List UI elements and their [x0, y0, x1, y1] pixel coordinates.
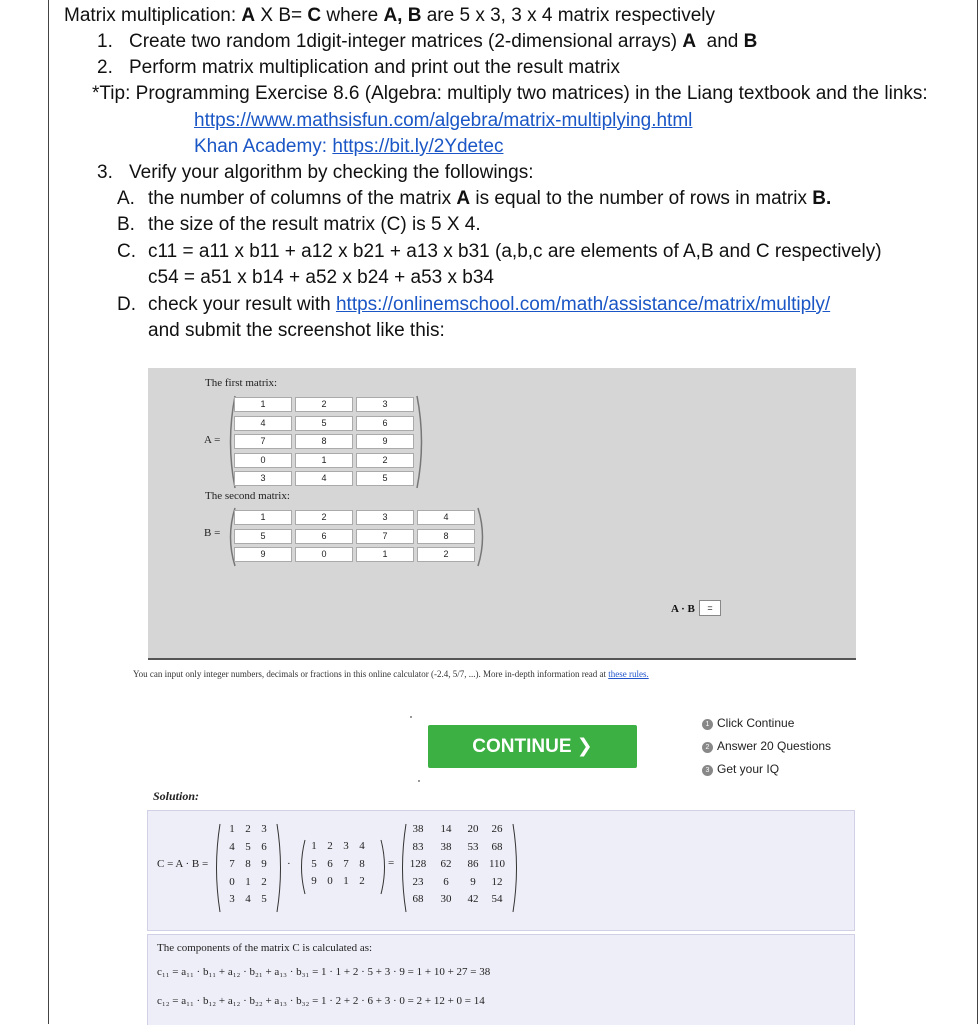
heading-prefix: Matrix multiplication: — [64, 5, 242, 26]
matrix-b-cell-input[interactable]: 7 — [356, 529, 414, 544]
step-1-b: B — [743, 31, 758, 52]
solution-b-value: 4 — [359, 840, 365, 852]
solution-label: Solution: — [153, 789, 200, 803]
matrix-a-cell-input[interactable]: 3 — [234, 471, 292, 486]
check-d-letter: D. — [117, 294, 136, 315]
matrix-a-cell-input[interactable]: 2 — [356, 453, 414, 468]
check-a — [148, 187, 831, 211]
calculator-divider — [148, 658, 856, 660]
solution-c-value: 110 — [488, 858, 506, 870]
heading-ab: A, B — [383, 5, 422, 26]
solution-c-value: 23 — [412, 875, 424, 888]
matrix-b-right-paren — [476, 506, 488, 568]
solution-c-value: 128 — [409, 858, 427, 870]
tip-text: *Tip: Programming Exercise 8.6 (Algebra: multiply two matrices) in the Liang textbook and the links: — [92, 83, 928, 104]
c12-formula: c₁₂ = a₁₁ · b₁₂ + a₁₂ · b₂₂ + a₁₃ · b₃₂ = 1 · 2 + 2 · 6 + 3 · 0 = 2 + 12 + 0 = 14 — [157, 995, 485, 1007]
matrix-b-cell-input[interactable]: 2 — [295, 510, 353, 525]
matrix-a-cell-input[interactable]: 1 — [234, 397, 292, 412]
page-border-right — [977, 0, 978, 1024]
solution-b-value: 5 — [311, 857, 317, 870]
matrix-b-cell-input[interactable]: 6 — [295, 529, 353, 544]
matrix-b-cell-input[interactable]: 2 — [417, 547, 475, 562]
check-b-text: the size of the result matrix (C) is 5 X 4. — [148, 214, 481, 235]
check-d — [148, 293, 830, 317]
matrix-b-cell-input[interactable]: 0 — [295, 547, 353, 562]
matrix-a-cell-input[interactable]: 5 — [295, 416, 353, 431]
solution-c-value: 54 — [491, 893, 503, 905]
ad-step-1 — [702, 716, 794, 730]
ad-step-text: Get your IQ — [717, 762, 780, 776]
check-b-letter: B. — [117, 214, 135, 235]
sol-c-right-paren — [511, 822, 521, 914]
solution-dot: · — [287, 858, 291, 870]
solution-b-value: 2 — [327, 840, 333, 852]
khan-academy-link[interactable]: https://bit.ly/2Ydetec — [332, 136, 504, 157]
solution-lhs: C = A · B = — [157, 858, 209, 870]
check-d-text-2: and submit the screenshot like this: — [148, 320, 445, 341]
components-text: The components of the matrix C is calculated as: — [157, 942, 373, 954]
check-c-text-1: c11 = a11 x b11 + a12 x b21 + a13 x b31 (a,b,c are elements of A,B and C respectively) — [148, 241, 882, 262]
khan-academy-label: Khan Academy: — [194, 136, 333, 157]
matrix-a-cell-input[interactable]: 4 — [234, 416, 292, 431]
solution-a-value: 5 — [245, 840, 251, 853]
mathsisfun-link[interactable]: https://www.mathsisfun.com/algebra/matrix-multiplying.html — [194, 110, 693, 131]
continue-button[interactable]: CONTINUE ❯ — [428, 725, 637, 768]
solution-b-value: 1 — [343, 875, 349, 887]
solution-a-value: 1 — [229, 823, 235, 835]
step-1-num: 1. — [97, 31, 113, 52]
khan-academy-line — [194, 135, 503, 159]
solution-c-value: 14 — [440, 823, 452, 835]
step-1-and: and — [696, 31, 744, 52]
ad-step-text: Click Continue — [717, 716, 795, 730]
ab-product-label: A · B — [671, 603, 695, 615]
check-c-text-2: c54 = a51 x b14 + a52 x b24 + a53 x b34 — [148, 267, 494, 288]
solution-c-value: 12 — [491, 875, 503, 888]
check-a-bold-b: B. — [812, 188, 832, 209]
solution-c-value: 20 — [467, 823, 479, 835]
page-border-left — [48, 0, 49, 1024]
ad-step-number: 1 — [702, 719, 713, 730]
solution-c-value: 53 — [467, 840, 479, 853]
check-a-pre: the number of columns of the matrix — [148, 188, 457, 209]
solution-a-value: 7 — [229, 858, 235, 870]
step-2-num: 2. — [97, 57, 113, 78]
solution-a-value: 4 — [245, 893, 251, 905]
solution-b-value: 8 — [359, 857, 365, 870]
first-matrix-label: The first matrix: — [205, 377, 278, 389]
matrix-b-cell-input[interactable]: 1 — [356, 547, 414, 562]
ad-dot — [418, 780, 420, 782]
matrix-b-cell-input[interactable]: 4 — [417, 510, 475, 525]
step-1-text: Create two random 1digit-integer matrices (2-dimensional arrays) — [129, 31, 683, 52]
solution-a-value: 4 — [229, 840, 235, 853]
solution-b-value: 2 — [359, 875, 365, 887]
matrix-a-right-paren — [415, 394, 427, 490]
matrix-a-cell-input[interactable]: 6 — [356, 416, 414, 431]
solution-a-value: 0 — [229, 875, 235, 888]
assignment-heading — [64, 4, 715, 28]
solution-a-value: 8 — [245, 858, 251, 870]
check-a-mid: is equal to the number of rows in matrix — [470, 188, 813, 209]
matrix-a-cell-input[interactable]: 4 — [295, 471, 353, 486]
solution-c-value: 68 — [412, 893, 424, 905]
solution-a-value: 1 — [245, 875, 251, 888]
check-d-pre: check your result with — [148, 294, 336, 315]
matrix-a-cell-input[interactable]: 9 — [356, 434, 414, 449]
matrix-b-cell-input[interactable]: 5 — [234, 529, 292, 544]
heading-mid: X B= — [255, 5, 308, 26]
solution-a-value: 2 — [245, 823, 251, 835]
check-a-bold-a: A — [456, 188, 471, 209]
solution-b-value: 0 — [327, 875, 333, 887]
step-2-text: Perform matrix multiplication and print out the result matrix — [129, 57, 621, 78]
solution-c-value: 62 — [440, 858, 452, 870]
matrix-a-cell-input[interactable]: 2 — [295, 397, 353, 412]
solution-b-value: 7 — [343, 857, 349, 870]
solution-a-value: 5 — [261, 893, 267, 905]
second-matrix-label: The second matrix: — [205, 490, 290, 502]
matrix-a-cell-input[interactable]: 8 — [295, 434, 353, 449]
matrix-b-cell-input[interactable]: 9 — [234, 547, 292, 562]
input-note-text: You can input only integer numbers, decimals or fractions in this online calculator (-2.4, 5/7, ...). More in-depth information read at — [133, 669, 609, 679]
solution-a-value: 6 — [261, 840, 267, 853]
matrix-a-cell-input[interactable]: 7 — [234, 434, 292, 449]
matrix-a-cell-input[interactable]: 3 — [356, 397, 414, 412]
matrix-b-cell-input[interactable]: 3 — [356, 510, 414, 525]
solution-a-value: 2 — [261, 875, 267, 888]
solution-c-value: 38 — [440, 840, 452, 853]
solution-a-value: 3 — [229, 893, 235, 905]
solution-equals: = — [388, 857, 395, 869]
ad-dot — [410, 716, 412, 718]
rules-link[interactable]: these rules. — [608, 669, 649, 679]
calculate-button[interactable]: = — [699, 600, 721, 616]
solution-c-value: 42 — [467, 893, 479, 905]
solution-c-value: 83 — [412, 840, 424, 853]
onlinemschool-link[interactable]: https://onlinemschool.com/math/assistance/matrix/multiply/ — [335, 294, 831, 315]
c11-formula: c₁₁ = a₁₁ · b₁₁ + a₁₂ · b₂₁ + a₁₃ · b₃₁ = 1 · 1 + 2 · 5 + 3 · 9 = 1 + 10 + 27 = 38 — [157, 966, 491, 978]
ad-step-number: 3 — [702, 765, 713, 776]
solution-c-value: 30 — [440, 893, 452, 905]
heading-a: A — [241, 5, 256, 26]
solution-b-value: 3 — [343, 840, 349, 852]
step-3-num: 3. — [97, 162, 113, 183]
solution-a-value: 3 — [261, 823, 267, 835]
matrix-b-cell-input[interactable]: 8 — [417, 529, 475, 544]
step-3-text: Verify your algorithm by checking the followings: — [129, 162, 534, 183]
solution-c-value: 9 — [470, 875, 476, 888]
solution-b-value: 6 — [327, 857, 333, 870]
matrix-a-var: A = — [204, 434, 221, 446]
solution-c-value: 38 — [412, 823, 424, 835]
heading-c: C — [307, 5, 322, 26]
ad-step-text: Answer 20 Questions — [717, 739, 832, 753]
heading-suffix: are 5 x 3, 3 x 4 matrix respectively — [421, 5, 716, 26]
ad-step-3 — [702, 762, 779, 776]
matrix-b-cell-input[interactable]: 1 — [234, 510, 292, 525]
solution-c-value: 86 — [467, 858, 479, 870]
check-a-letter: A. — [117, 188, 135, 209]
solution-a-value: 9 — [261, 858, 267, 870]
solution-c-value: 6 — [443, 875, 449, 888]
ad-step-2 — [702, 739, 831, 753]
ad-step-number: 2 — [702, 742, 713, 753]
input-note — [133, 669, 649, 679]
step-1-a: A — [682, 31, 697, 52]
step-1 — [129, 30, 757, 54]
heading-where: where — [321, 5, 384, 26]
matrix-a-cell-input[interactable]: 1 — [295, 453, 353, 468]
solution-b-value: 9 — [311, 875, 317, 887]
solution-c-value: 68 — [491, 840, 503, 853]
solution-b-value: 1 — [311, 840, 317, 852]
matrix-b-var: B = — [204, 527, 221, 539]
check-c-letter: C. — [117, 241, 136, 262]
matrix-a-cell-input[interactable]: 0 — [234, 453, 292, 468]
matrix-a-cell-input[interactable]: 5 — [356, 471, 414, 486]
solution-c-value: 26 — [491, 823, 503, 835]
sol-a-right-paren — [275, 822, 285, 914]
